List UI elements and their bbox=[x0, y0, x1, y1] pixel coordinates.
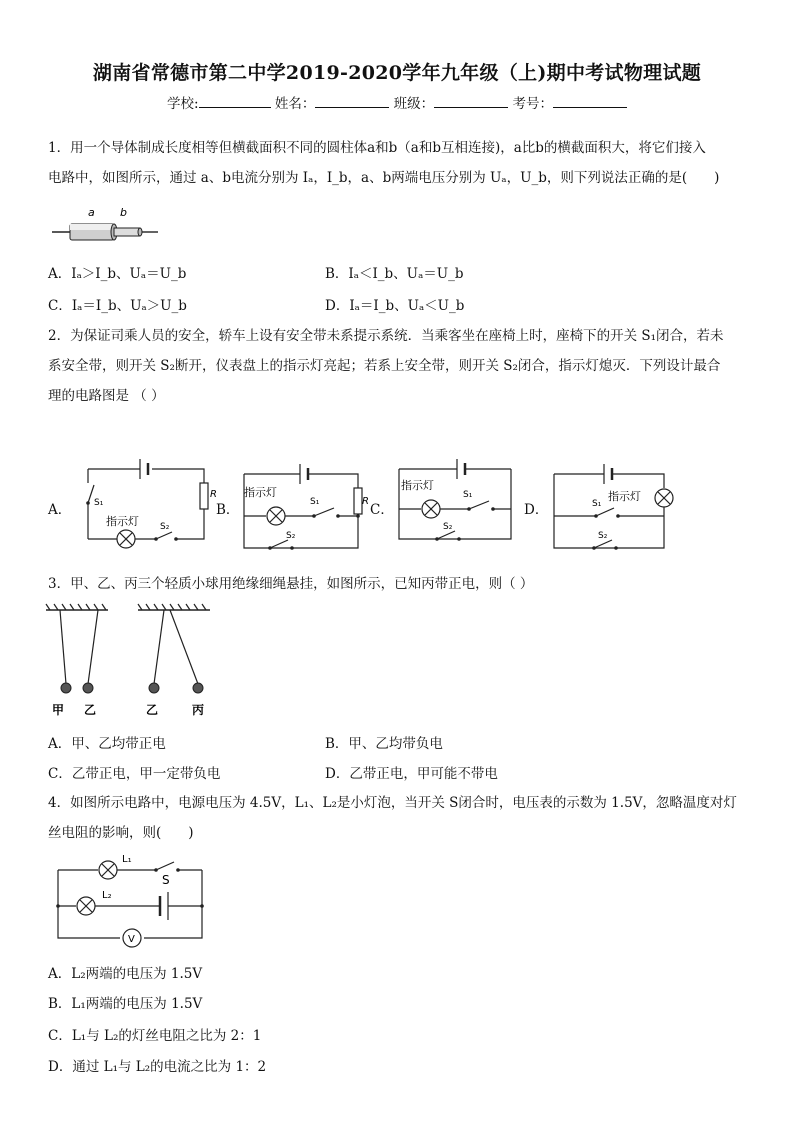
q2a-s2: S₂ bbox=[160, 522, 170, 532]
q1-option-b[interactable]: B．Iₐ＜I_b、Uₐ＝U_b bbox=[325, 266, 464, 282]
q1-conductor-figure bbox=[50, 200, 170, 250]
q2-stem-line2: 系安全带，则开关 S₂断开，仪表盘上的指示灯亮起；若系上安全带，则开关 S₂闭合，指示灯熄灭．下列设计最合 bbox=[48, 358, 721, 374]
q3-pendulum-figure bbox=[46, 604, 226, 719]
q2-circuit-d bbox=[550, 460, 690, 555]
q4-label-v: V bbox=[128, 934, 135, 945]
q4-circuit-figure bbox=[54, 850, 214, 955]
q3-label-yi-1: 乙 bbox=[84, 703, 97, 717]
q2-stem-line1: 2．为保证司乘人员的安全，轿车上设有安全带未系提示系统．当乘客坐在座椅上时，座椅下的开关 S₁闭合，若未 bbox=[48, 328, 724, 344]
q4-option-a[interactable]: A．L₂两端的电压为 1.5V bbox=[48, 966, 203, 982]
q2a-r: R bbox=[210, 489, 217, 500]
q1-option-c[interactable]: C．Iₐ＝I_b、Uₐ＞U_b bbox=[48, 298, 187, 314]
q2b-r: R bbox=[362, 496, 369, 507]
q2c-s1: S₁ bbox=[463, 490, 473, 500]
q3-stem: 3．甲、乙、丙三个轻质小球用绝缘细绳悬挂，如图所示，已知丙带正电，则（ ） bbox=[48, 576, 534, 592]
q3-label-yi-2: 乙 bbox=[146, 703, 159, 717]
q2c-lamp-label: 指示灯 bbox=[401, 479, 434, 492]
q2-stem-line3: 理的电路图是 （ ） bbox=[48, 388, 165, 404]
exam-no-label: 考号： bbox=[512, 96, 553, 112]
q2a-s1: S₁ bbox=[94, 498, 104, 508]
q1-option-d[interactable]: D．Iₐ＝I_b、Uₐ＜U_b bbox=[325, 298, 465, 314]
q2-option-a[interactable]: A． bbox=[48, 502, 72, 518]
school-label: 学校: bbox=[167, 96, 199, 112]
q2-option-c[interactable]: C． bbox=[370, 502, 394, 518]
q3-option-b[interactable]: B．甲、乙均带负电 bbox=[325, 736, 443, 752]
q2d-s1: S₁ bbox=[592, 499, 602, 509]
q1-label-b: b bbox=[120, 206, 127, 219]
q2b-s1: S₁ bbox=[310, 497, 320, 507]
q1-stem-line2: 电路中，如图所示，通过 a、b电流分别为 Iₐ，I_b，a、b两端电压分别为 Uₐ，U_b，则下列说法正确的是( ) bbox=[48, 170, 720, 186]
q4-option-c[interactable]: C．L₁与 L₂的灯丝电阻之比为 2：1 bbox=[48, 1028, 262, 1044]
name-blank[interactable] bbox=[315, 93, 389, 108]
q4-label-l2: L₂ bbox=[102, 890, 112, 901]
q2-circuit-c bbox=[395, 455, 520, 550]
school-blank[interactable] bbox=[199, 93, 271, 108]
page-title: 湖南省常德市第二中学2019-2020学年九年级（上)期中考试物理试题 bbox=[92, 62, 702, 84]
q2b-lamp-label: 指示灯 bbox=[244, 486, 277, 499]
q3-label-bing: 丙 bbox=[192, 703, 205, 717]
q2b-s2: S₂ bbox=[286, 531, 296, 541]
q3-label-jia: 甲 bbox=[52, 703, 65, 717]
q2c-s2: S₂ bbox=[443, 522, 453, 532]
q2d-lamp-label: 指示灯 bbox=[608, 490, 641, 503]
q4-stem-line1: 4．如图所示电路中，电源电压为 4.5V，L₁、L₂是小灯泡，当开关 S闭合时，电压表的示数为 1.5V，忽略温度对灯 bbox=[48, 795, 737, 811]
q4-label-l1: L₁ bbox=[122, 854, 132, 865]
class-label: 班级： bbox=[393, 96, 435, 112]
name-label: 姓名： bbox=[274, 96, 316, 112]
q4-stem-line2: 丝电阻的影响，则( ) bbox=[48, 825, 194, 841]
q4-label-s: S bbox=[162, 873, 170, 887]
exam-no-blank[interactable] bbox=[553, 93, 627, 108]
q3-option-d[interactable]: D．乙带正电，甲可能不带电 bbox=[325, 766, 498, 782]
q2-option-b[interactable]: B． bbox=[216, 502, 240, 518]
class-blank[interactable] bbox=[434, 93, 508, 108]
q4-option-d[interactable]: D．通过 L₁与 L₂的电流之比为 1：2 bbox=[48, 1059, 267, 1075]
q4-option-b[interactable]: B．L₁两端的电压为 1.5V bbox=[48, 996, 203, 1012]
q1-label-a: a bbox=[88, 206, 95, 219]
q1-stem-line1: 1．用一个导体制成长度相等但横截面积不同的圆柱体a和b（a和b互相连接)，a比b的横截面积大，将它们接入 bbox=[48, 140, 706, 156]
q2-circuit-b bbox=[240, 460, 370, 555]
q2d-s2: S₂ bbox=[598, 531, 608, 541]
q2a-lamp-label: 指示灯 bbox=[106, 515, 139, 528]
q3-option-a[interactable]: A．甲、乙均带正电 bbox=[48, 736, 166, 752]
student-info-line bbox=[0, 92, 794, 112]
q2-option-d[interactable]: D． bbox=[524, 502, 549, 518]
q1-option-a[interactable]: A．Iₐ＞I_b、Uₐ＝U_b bbox=[48, 266, 187, 282]
q3-option-c[interactable]: C．乙带正电，甲一定带负电 bbox=[48, 766, 221, 782]
q2-circuit-a bbox=[84, 455, 217, 555]
